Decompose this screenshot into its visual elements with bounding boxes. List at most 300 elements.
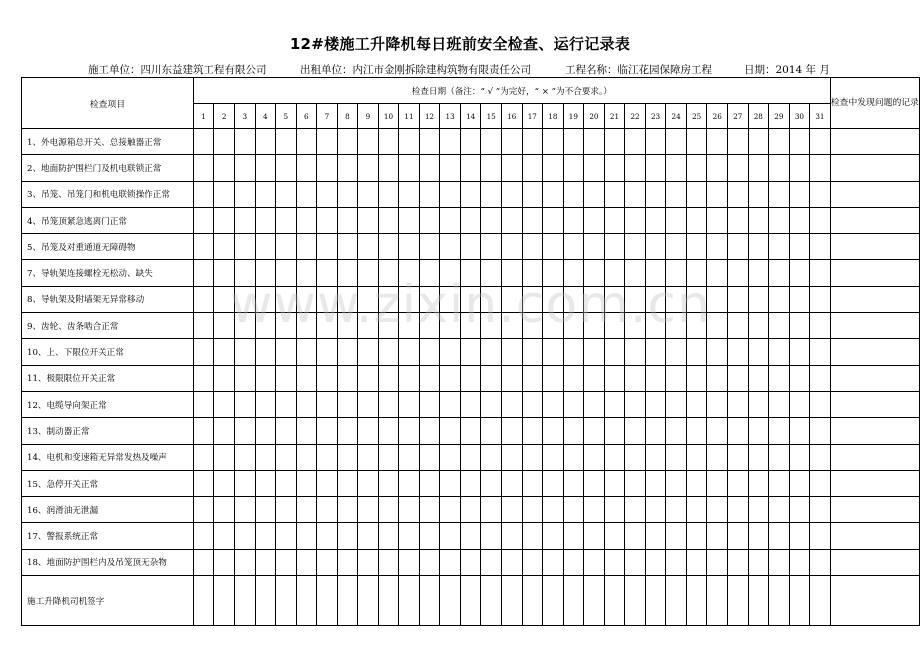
check-cell[interactable] — [378, 286, 399, 312]
check-cell[interactable] — [337, 523, 358, 549]
check-cell[interactable] — [748, 391, 769, 417]
check-cell[interactable] — [317, 181, 338, 207]
check-cell[interactable] — [810, 549, 831, 575]
check-cell[interactable] — [276, 365, 297, 391]
check-cell[interactable] — [666, 234, 687, 260]
check-cell[interactable] — [419, 365, 440, 391]
check-cell[interactable] — [810, 470, 831, 496]
check-cell[interactable] — [234, 549, 255, 575]
check-cell[interactable] — [522, 549, 543, 575]
notes-cell[interactable] — [830, 207, 919, 233]
check-cell[interactable] — [214, 286, 235, 312]
check-cell[interactable] — [645, 444, 666, 470]
check-cell[interactable] — [563, 181, 584, 207]
check-cell[interactable] — [666, 207, 687, 233]
check-cell[interactable] — [214, 549, 235, 575]
check-cell[interactable] — [460, 313, 481, 339]
check-cell[interactable] — [378, 418, 399, 444]
check-cell[interactable] — [666, 549, 687, 575]
check-cell[interactable] — [419, 260, 440, 286]
check-cell[interactable] — [440, 207, 461, 233]
check-cell[interactable] — [769, 470, 790, 496]
check-cell[interactable] — [769, 181, 790, 207]
check-cell[interactable] — [378, 444, 399, 470]
check-cell[interactable] — [584, 234, 605, 260]
check-cell[interactable] — [810, 523, 831, 549]
check-cell[interactable] — [358, 497, 379, 523]
check-cell[interactable] — [810, 418, 831, 444]
check-cell[interactable] — [686, 549, 707, 575]
check-cell[interactable] — [584, 549, 605, 575]
check-cell[interactable] — [214, 418, 235, 444]
check-cell[interactable] — [481, 207, 502, 233]
check-cell[interactable] — [399, 470, 420, 496]
check-cell[interactable] — [625, 260, 646, 286]
check-cell[interactable] — [399, 260, 420, 286]
notes-cell[interactable] — [830, 155, 919, 181]
check-cell[interactable] — [193, 207, 214, 233]
check-cell[interactable] — [769, 129, 790, 155]
check-cell[interactable] — [460, 549, 481, 575]
check-cell[interactable] — [419, 129, 440, 155]
check-cell[interactable] — [358, 207, 379, 233]
check-cell[interactable] — [584, 155, 605, 181]
check-cell[interactable] — [337, 181, 358, 207]
signature-cell[interactable] — [234, 576, 255, 626]
check-cell[interactable] — [769, 286, 790, 312]
check-cell[interactable] — [193, 155, 214, 181]
check-cell[interactable] — [419, 286, 440, 312]
check-cell[interactable] — [645, 207, 666, 233]
check-cell[interactable] — [501, 365, 522, 391]
check-cell[interactable] — [419, 339, 440, 365]
check-cell[interactable] — [358, 260, 379, 286]
check-cell[interactable] — [501, 523, 522, 549]
signature-cell[interactable] — [789, 576, 810, 626]
check-cell[interactable] — [748, 155, 769, 181]
check-cell[interactable] — [707, 207, 728, 233]
check-cell[interactable] — [604, 155, 625, 181]
check-cell[interactable] — [748, 260, 769, 286]
check-cell[interactable] — [748, 181, 769, 207]
signature-cell[interactable] — [584, 576, 605, 626]
check-cell[interactable] — [625, 313, 646, 339]
check-cell[interactable] — [563, 339, 584, 365]
check-cell[interactable] — [584, 181, 605, 207]
check-cell[interactable] — [707, 339, 728, 365]
check-cell[interactable] — [810, 207, 831, 233]
check-cell[interactable] — [522, 313, 543, 339]
check-cell[interactable] — [337, 129, 358, 155]
check-cell[interactable] — [358, 549, 379, 575]
notes-cell[interactable] — [830, 313, 919, 339]
check-cell[interactable] — [604, 313, 625, 339]
check-cell[interactable] — [419, 181, 440, 207]
check-cell[interactable] — [214, 339, 235, 365]
check-cell[interactable] — [810, 181, 831, 207]
check-cell[interactable] — [460, 286, 481, 312]
check-cell[interactable] — [625, 339, 646, 365]
check-cell[interactable] — [789, 234, 810, 260]
check-cell[interactable] — [399, 523, 420, 549]
check-cell[interactable] — [255, 418, 276, 444]
check-cell[interactable] — [789, 365, 810, 391]
check-cell[interactable] — [460, 444, 481, 470]
check-cell[interactable] — [378, 155, 399, 181]
check-cell[interactable] — [193, 523, 214, 549]
signature-cell[interactable] — [563, 576, 584, 626]
check-cell[interactable] — [625, 497, 646, 523]
check-cell[interactable] — [522, 234, 543, 260]
check-cell[interactable] — [604, 260, 625, 286]
check-cell[interactable] — [234, 181, 255, 207]
signature-cell[interactable] — [810, 576, 831, 626]
check-cell[interactable] — [727, 313, 748, 339]
check-cell[interactable] — [317, 444, 338, 470]
check-cell[interactable] — [378, 365, 399, 391]
check-cell[interactable] — [543, 313, 564, 339]
signature-cell[interactable] — [440, 576, 461, 626]
check-cell[interactable] — [810, 286, 831, 312]
check-cell[interactable] — [440, 418, 461, 444]
check-cell[interactable] — [399, 365, 420, 391]
check-cell[interactable] — [501, 129, 522, 155]
check-cell[interactable] — [604, 286, 625, 312]
check-cell[interactable] — [419, 497, 440, 523]
check-cell[interactable] — [748, 234, 769, 260]
check-cell[interactable] — [276, 155, 297, 181]
check-cell[interactable] — [707, 497, 728, 523]
check-cell[interactable] — [358, 155, 379, 181]
check-cell[interactable] — [604, 234, 625, 260]
check-cell[interactable] — [296, 155, 317, 181]
check-cell[interactable] — [543, 260, 564, 286]
check-cell[interactable] — [276, 260, 297, 286]
signature-cell[interactable] — [193, 576, 214, 626]
check-cell[interactable] — [419, 418, 440, 444]
check-cell[interactable] — [501, 418, 522, 444]
check-cell[interactable] — [378, 391, 399, 417]
check-cell[interactable] — [645, 260, 666, 286]
check-cell[interactable] — [666, 523, 687, 549]
notes-cell[interactable] — [830, 286, 919, 312]
check-cell[interactable] — [748, 418, 769, 444]
check-cell[interactable] — [378, 313, 399, 339]
check-cell[interactable] — [440, 286, 461, 312]
notes-cell[interactable] — [830, 365, 919, 391]
check-cell[interactable] — [645, 155, 666, 181]
check-cell[interactable] — [481, 365, 502, 391]
check-cell[interactable] — [563, 549, 584, 575]
check-cell[interactable] — [193, 418, 214, 444]
check-cell[interactable] — [543, 339, 564, 365]
check-cell[interactable] — [276, 339, 297, 365]
check-cell[interactable] — [645, 470, 666, 496]
check-cell[interactable] — [399, 497, 420, 523]
signature-cell[interactable] — [604, 576, 625, 626]
check-cell[interactable] — [317, 418, 338, 444]
check-cell[interactable] — [440, 391, 461, 417]
check-cell[interactable] — [317, 129, 338, 155]
check-cell[interactable] — [419, 444, 440, 470]
check-cell[interactable] — [522, 365, 543, 391]
check-cell[interactable] — [645, 549, 666, 575]
check-cell[interactable] — [707, 313, 728, 339]
check-cell[interactable] — [481, 234, 502, 260]
check-cell[interactable] — [460, 155, 481, 181]
check-cell[interactable] — [789, 260, 810, 286]
check-cell[interactable] — [419, 549, 440, 575]
check-cell[interactable] — [686, 234, 707, 260]
check-cell[interactable] — [522, 497, 543, 523]
check-cell[interactable] — [543, 391, 564, 417]
check-cell[interactable] — [584, 444, 605, 470]
check-cell[interactable] — [604, 549, 625, 575]
check-cell[interactable] — [234, 497, 255, 523]
check-cell[interactable] — [810, 365, 831, 391]
check-cell[interactable] — [255, 444, 276, 470]
signature-cell[interactable] — [727, 576, 748, 626]
check-cell[interactable] — [399, 391, 420, 417]
check-cell[interactable] — [789, 207, 810, 233]
check-cell[interactable] — [625, 470, 646, 496]
check-cell[interactable] — [686, 365, 707, 391]
check-cell[interactable] — [522, 260, 543, 286]
check-cell[interactable] — [214, 155, 235, 181]
check-cell[interactable] — [584, 497, 605, 523]
check-cell[interactable] — [625, 365, 646, 391]
check-cell[interactable] — [481, 313, 502, 339]
check-cell[interactable] — [460, 207, 481, 233]
signature-cell[interactable] — [645, 576, 666, 626]
check-cell[interactable] — [501, 260, 522, 286]
check-cell[interactable] — [686, 339, 707, 365]
check-cell[interactable] — [789, 286, 810, 312]
check-cell[interactable] — [193, 286, 214, 312]
check-cell[interactable] — [727, 339, 748, 365]
check-cell[interactable] — [378, 129, 399, 155]
check-cell[interactable] — [193, 549, 214, 575]
check-cell[interactable] — [276, 391, 297, 417]
check-cell[interactable] — [645, 313, 666, 339]
check-cell[interactable] — [748, 286, 769, 312]
check-cell[interactable] — [625, 234, 646, 260]
check-cell[interactable] — [399, 444, 420, 470]
check-cell[interactable] — [255, 365, 276, 391]
signature-cell[interactable] — [460, 576, 481, 626]
check-cell[interactable] — [337, 418, 358, 444]
check-cell[interactable] — [193, 391, 214, 417]
check-cell[interactable] — [789, 523, 810, 549]
check-cell[interactable] — [625, 129, 646, 155]
check-cell[interactable] — [748, 523, 769, 549]
check-cell[interactable] — [234, 286, 255, 312]
check-cell[interactable] — [789, 313, 810, 339]
check-cell[interactable] — [399, 129, 420, 155]
check-cell[interactable] — [584, 286, 605, 312]
check-cell[interactable] — [419, 207, 440, 233]
check-cell[interactable] — [255, 129, 276, 155]
check-cell[interactable] — [358, 365, 379, 391]
check-cell[interactable] — [296, 234, 317, 260]
check-cell[interactable] — [481, 181, 502, 207]
check-cell[interactable] — [584, 260, 605, 286]
check-cell[interactable] — [584, 339, 605, 365]
check-cell[interactable] — [296, 207, 317, 233]
check-cell[interactable] — [358, 418, 379, 444]
check-cell[interactable] — [645, 339, 666, 365]
check-cell[interactable] — [255, 260, 276, 286]
check-cell[interactable] — [255, 155, 276, 181]
signature-cell[interactable] — [686, 576, 707, 626]
check-cell[interactable] — [522, 391, 543, 417]
check-cell[interactable] — [810, 497, 831, 523]
check-cell[interactable] — [522, 444, 543, 470]
check-cell[interactable] — [255, 207, 276, 233]
notes-cell[interactable] — [830, 339, 919, 365]
check-cell[interactable] — [625, 181, 646, 207]
signature-cell[interactable] — [543, 576, 564, 626]
check-cell[interactable] — [193, 497, 214, 523]
check-cell[interactable] — [625, 207, 646, 233]
check-cell[interactable] — [193, 260, 214, 286]
check-cell[interactable] — [440, 155, 461, 181]
check-cell[interactable] — [625, 549, 646, 575]
check-cell[interactable] — [276, 234, 297, 260]
check-cell[interactable] — [276, 129, 297, 155]
check-cell[interactable] — [501, 234, 522, 260]
check-cell[interactable] — [501, 497, 522, 523]
check-cell[interactable] — [625, 444, 646, 470]
check-cell[interactable] — [193, 365, 214, 391]
check-cell[interactable] — [214, 207, 235, 233]
notes-cell[interactable] — [830, 418, 919, 444]
signature-cell[interactable] — [317, 576, 338, 626]
check-cell[interactable] — [604, 391, 625, 417]
check-cell[interactable] — [686, 444, 707, 470]
check-cell[interactable] — [789, 549, 810, 575]
check-cell[interactable] — [789, 470, 810, 496]
check-cell[interactable] — [604, 523, 625, 549]
check-cell[interactable] — [501, 155, 522, 181]
check-cell[interactable] — [234, 523, 255, 549]
check-cell[interactable] — [769, 234, 790, 260]
check-cell[interactable] — [460, 365, 481, 391]
check-cell[interactable] — [317, 391, 338, 417]
check-cell[interactable] — [214, 523, 235, 549]
check-cell[interactable] — [255, 286, 276, 312]
check-cell[interactable] — [234, 339, 255, 365]
check-cell[interactable] — [276, 207, 297, 233]
check-cell[interactable] — [234, 207, 255, 233]
check-cell[interactable] — [666, 365, 687, 391]
check-cell[interactable] — [810, 339, 831, 365]
check-cell[interactable] — [419, 313, 440, 339]
check-cell[interactable] — [666, 444, 687, 470]
check-cell[interactable] — [214, 129, 235, 155]
check-cell[interactable] — [358, 181, 379, 207]
check-cell[interactable] — [769, 365, 790, 391]
check-cell[interactable] — [707, 155, 728, 181]
check-cell[interactable] — [296, 260, 317, 286]
check-cell[interactable] — [727, 365, 748, 391]
check-cell[interactable] — [460, 470, 481, 496]
check-cell[interactable] — [276, 523, 297, 549]
check-cell[interactable] — [276, 470, 297, 496]
check-cell[interactable] — [419, 234, 440, 260]
check-cell[interactable] — [645, 129, 666, 155]
check-cell[interactable] — [522, 129, 543, 155]
check-cell[interactable] — [481, 391, 502, 417]
signature-cell[interactable] — [378, 576, 399, 626]
check-cell[interactable] — [543, 181, 564, 207]
check-cell[interactable] — [748, 365, 769, 391]
check-cell[interactable] — [460, 418, 481, 444]
check-cell[interactable] — [358, 391, 379, 417]
signature-cell[interactable] — [501, 576, 522, 626]
check-cell[interactable] — [255, 497, 276, 523]
notes-cell[interactable] — [830, 497, 919, 523]
check-cell[interactable] — [296, 418, 317, 444]
check-cell[interactable] — [501, 549, 522, 575]
check-cell[interactable] — [769, 339, 790, 365]
check-cell[interactable] — [234, 129, 255, 155]
check-cell[interactable] — [727, 523, 748, 549]
check-cell[interactable] — [419, 470, 440, 496]
check-cell[interactable] — [625, 391, 646, 417]
check-cell[interactable] — [358, 444, 379, 470]
check-cell[interactable] — [460, 523, 481, 549]
check-cell[interactable] — [481, 523, 502, 549]
check-cell[interactable] — [543, 444, 564, 470]
check-cell[interactable] — [686, 313, 707, 339]
check-cell[interactable] — [604, 418, 625, 444]
check-cell[interactable] — [707, 286, 728, 312]
check-cell[interactable] — [666, 391, 687, 417]
check-cell[interactable] — [193, 129, 214, 155]
check-cell[interactable] — [727, 418, 748, 444]
check-cell[interactable] — [255, 339, 276, 365]
check-cell[interactable] — [625, 286, 646, 312]
check-cell[interactable] — [522, 207, 543, 233]
notes-cell[interactable] — [830, 470, 919, 496]
check-cell[interactable] — [707, 391, 728, 417]
check-cell[interactable] — [666, 260, 687, 286]
check-cell[interactable] — [234, 365, 255, 391]
check-cell[interactable] — [481, 129, 502, 155]
check-cell[interactable] — [378, 339, 399, 365]
check-cell[interactable] — [214, 497, 235, 523]
check-cell[interactable] — [707, 260, 728, 286]
check-cell[interactable] — [543, 129, 564, 155]
check-cell[interactable] — [563, 155, 584, 181]
check-cell[interactable] — [789, 129, 810, 155]
check-cell[interactable] — [584, 313, 605, 339]
check-cell[interactable] — [686, 286, 707, 312]
check-cell[interactable] — [748, 549, 769, 575]
check-cell[interactable] — [317, 234, 338, 260]
check-cell[interactable] — [317, 549, 338, 575]
check-cell[interactable] — [296, 286, 317, 312]
check-cell[interactable] — [707, 470, 728, 496]
check-cell[interactable] — [255, 549, 276, 575]
check-cell[interactable] — [440, 523, 461, 549]
signature-cell[interactable] — [769, 576, 790, 626]
check-cell[interactable] — [460, 391, 481, 417]
check-cell[interactable] — [625, 155, 646, 181]
check-cell[interactable] — [666, 129, 687, 155]
check-cell[interactable] — [440, 497, 461, 523]
